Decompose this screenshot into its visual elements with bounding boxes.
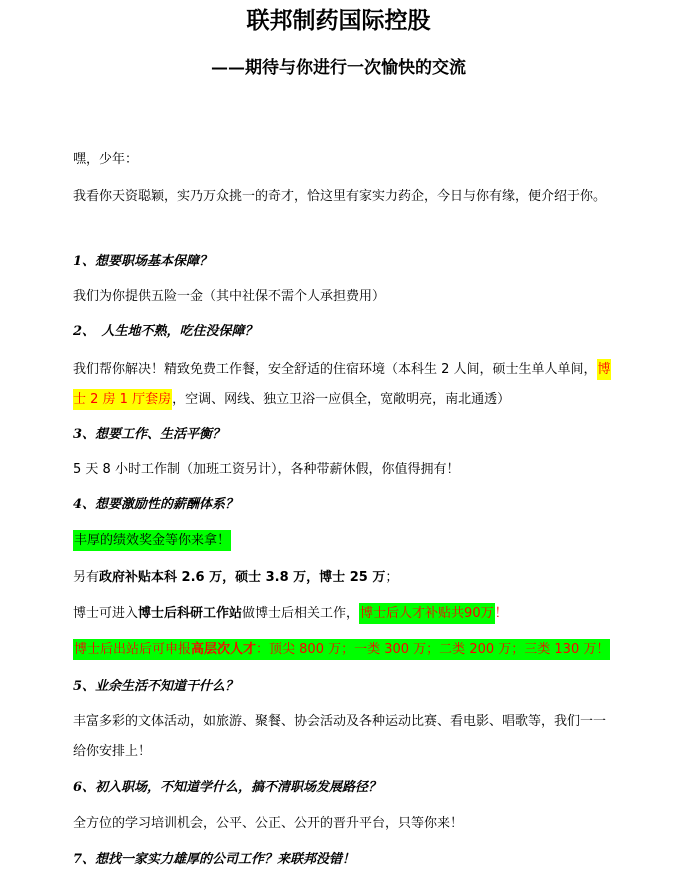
document-subtitle: ——期待与你进行一次愉快的交流 bbox=[211, 58, 466, 78]
answer-2-text-end: ，空调、网线、独立卫浴一应俱全，宽敞明亮，南北通透） bbox=[172, 392, 511, 407]
talent-prefix: 博士后出站后可申报 bbox=[74, 642, 192, 657]
question-3: 3、想要工作、生活平衡？ bbox=[73, 427, 226, 442]
answer-2 bbox=[73, 355, 613, 415]
bonus-highlight: 丰厚的绩效奖金等你来拿！ bbox=[73, 530, 231, 551]
talent-highlight bbox=[73, 639, 610, 660]
answer-6: 全方位的学习培训机会，公平、公正、公开的晋升平台，只等你来！ bbox=[73, 816, 464, 831]
talent-level: 高层次人才 bbox=[191, 642, 257, 657]
answer-3: 5 天 8 小时工作制（加班工资另计），各种带薪休假，你值得拥有！ bbox=[73, 462, 460, 477]
question-6: 6、初入职场，不知道学什么，搞不清职场发展路径？ bbox=[73, 780, 382, 795]
answer-2-text: 我们帮你解决！精致免费工作餐，安全舒适的住宿环境（本科生 2 人间，硕士生单人单间， bbox=[73, 362, 597, 377]
answer-1: 我们为你提供五险一金（其中社保不需个人承担费用） bbox=[73, 289, 386, 304]
postdoc-station: 博士后科研工作站 bbox=[138, 606, 243, 621]
talent-amounts: ：顶尖 800 万；一类 300 万；二类 200 万；三类 130 万！ bbox=[256, 642, 610, 657]
answer-4-talent bbox=[73, 640, 613, 660]
answer-4-subsidy bbox=[73, 568, 613, 588]
question-1: 1、想要职场基本保障？ bbox=[73, 254, 213, 269]
answer-4-postdoc bbox=[73, 604, 613, 624]
question-4: 4、想要激励性的薪酬体系？ bbox=[73, 497, 239, 512]
question-2: 2、 人生地不熟，吃住没保障？ bbox=[73, 324, 258, 339]
answer-4-bonus bbox=[73, 531, 613, 551]
postdoc-end: ！ bbox=[494, 606, 508, 621]
postdoc-middle: 做博士后相关工作， bbox=[242, 606, 360, 621]
postdoc-subsidy-highlight: 博士后人才补贴共90万 bbox=[359, 603, 495, 624]
postdoc-prefix: 博士可进入 bbox=[73, 606, 139, 621]
subsidy-suffix: ； bbox=[385, 570, 399, 585]
phd-housing-highlight: 博士 2 房 1 厅套房 bbox=[73, 359, 611, 410]
subsidy-prefix: 另有 bbox=[73, 570, 100, 585]
greeting: 嘿，少年： bbox=[73, 152, 139, 167]
intro-paragraph: 我看你天资聪颖，实乃万众挑一的奇才，恰这里有家实力药企，今日与你有缘，便介绍于你。 bbox=[73, 189, 607, 204]
question-7: 7、想找一家实力雄厚的公司工作？来联邦没错！ bbox=[73, 852, 356, 867]
subsidy-amounts: 政府补贴本科 2.6 万，硕士 3.8 万，博士 25 万 bbox=[99, 570, 386, 585]
question-5: 5、业余生活不知道干什么？ bbox=[73, 679, 239, 694]
answer-5: 丰富多彩的文体活动，如旅游、聚餐、协会活动及各种运动比赛、看电影、唱歌等，我们一一给你安排上！ bbox=[73, 714, 607, 759]
document-title: 联邦制药国际控股 bbox=[246, 7, 431, 34]
